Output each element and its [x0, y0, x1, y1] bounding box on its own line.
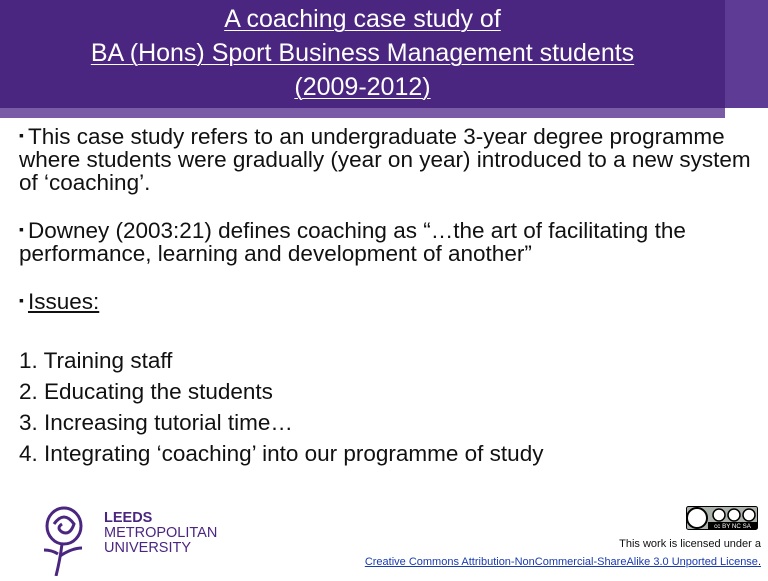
title-strip [0, 108, 725, 118]
license-link-wrapper: Creative Commons Attribution-NonCommercial-ShareAlike 3.0 Unported License. [364, 556, 761, 568]
slide-body [19, 124, 759, 469]
title-line-1: A coaching case study of [224, 5, 501, 33]
title-side-block [725, 0, 768, 108]
issues-heading: ▪ Issues: [19, 289, 100, 314]
slide-title [0, 2, 725, 104]
title-line-2: BA (Hons) Sport Business Management students [90, 39, 635, 67]
square-bullet-icon: ▪ [19, 292, 24, 308]
square-bullet-icon: ▪ [19, 127, 24, 143]
university-logo [40, 504, 218, 576]
paragraph-2: ▪ Downey (2003:21) defines coaching as “…the art of facilitating the performance, learning and development of another” [19, 218, 686, 266]
license-text: This work is licensed under a [619, 538, 761, 550]
cc-license-badge-icon[interactable] [686, 506, 758, 530]
logo-text: LEEDS METROPOLITAN UNIVERSITY [104, 510, 218, 556]
issue-item: 4. Integrating ‘coaching’ into our programme of study [19, 441, 544, 466]
paragraph-1: ▪ This case study refers to an undergraduate 3-year degree programme where students were gradually (year on year) introduced to a new system of ‘coaching’. [19, 124, 751, 195]
issue-item: 1. Training staff [19, 348, 173, 373]
issue-item: 2. Educating the students [19, 379, 273, 404]
cc-badge-text: cc BY NC SA [714, 522, 751, 530]
square-bullet-icon: ▪ [19, 221, 24, 237]
rose-logo-icon [40, 504, 100, 576]
license-link[interactable]: Creative Commons Attribution-NonCommercial-ShareAlike 3.0 Unported License [364, 556, 758, 568]
issue-item: 3. Increasing tutorial time… [19, 410, 293, 435]
title-line-3: (2009-2012) [294, 73, 431, 101]
